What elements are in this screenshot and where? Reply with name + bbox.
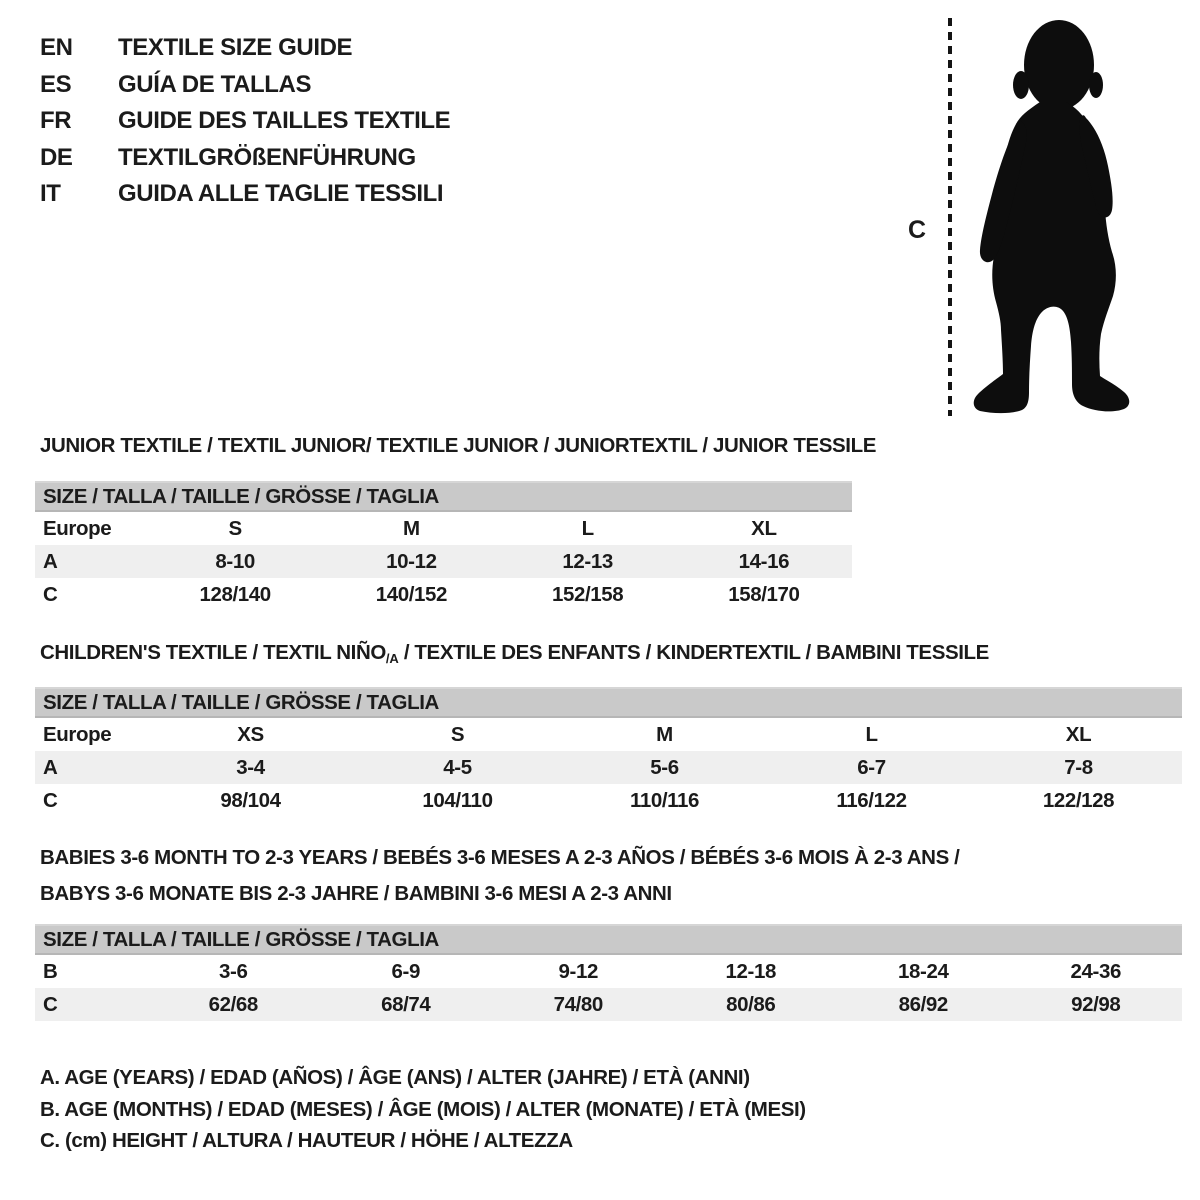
height-cell: 68/74 xyxy=(381,992,431,1016)
height-cell: 116/122 xyxy=(836,788,907,812)
language-row xyxy=(40,176,450,213)
language-row xyxy=(40,30,450,67)
size-cell: XS xyxy=(237,722,264,746)
age-cell: 24-36 xyxy=(1070,959,1121,983)
height-cell: 110/116 xyxy=(629,788,700,812)
babies-section-title-line2: BABYS 3-6 MONATE BIS 2-3 JAHRE / BAMBINI 3-6 MESI A 2-3 ANNI xyxy=(40,882,672,905)
legend xyxy=(40,1062,806,1157)
table-row xyxy=(35,578,852,611)
guide-title: TEXTILGRÖßENFÜHRUNG xyxy=(118,143,416,171)
height-cell: 80/86 xyxy=(726,992,776,1016)
language-row xyxy=(40,140,450,177)
age-cell: 6-9 xyxy=(391,959,420,983)
babies-section-title-line1: BABIES 3-6 MONTH TO 2-3 YEARS / BEBÉS 3-6 MESES A 2-3 AÑOS / BÉBÉS 3-6 MOIS À 2-3 ANS / xyxy=(40,846,960,869)
legend-line-b: B. AGE (MONTHS) / EDAD (MESES) / ÂGE (MOIS) / ALTER (MONATE) / ETÀ (MESI) xyxy=(40,1097,806,1121)
height-cell: 128/140 xyxy=(199,582,271,606)
size-cell: M xyxy=(403,516,420,540)
language-code: EN xyxy=(40,34,73,61)
size-cell: L xyxy=(581,516,594,540)
age-cell: 10-12 xyxy=(386,549,437,573)
table-row xyxy=(35,545,852,578)
size-cell: L xyxy=(865,722,878,746)
language-code: DE xyxy=(40,143,73,171)
height-cell: 122/128 xyxy=(1042,788,1115,812)
age-cell: 3-4 xyxy=(236,755,265,779)
age-cell: 9-12 xyxy=(558,959,598,983)
language-code: IT xyxy=(40,180,61,207)
size-header-bar: SIZE / TALLA / TAILLE / GRÖSSE / TAGLIA xyxy=(35,687,1182,718)
age-cell: 8-10 xyxy=(215,549,255,573)
guide-title: GUIDA ALLE TAGLIE TESSILI xyxy=(118,180,444,207)
junior-size-table xyxy=(35,481,852,611)
age-cell: 14-16 xyxy=(738,549,790,573)
size-header-bar: SIZE / TALLA / TAILLE / GRÖSSE / TAGLIA xyxy=(35,481,852,512)
size-header-bar: SIZE / TALLA / TAILLE / GRÖSSE / TAGLIA xyxy=(35,924,1182,955)
row-label: Europe xyxy=(43,516,112,540)
age-cell: 5-6 xyxy=(650,755,679,779)
guide-title: GUIDE DES TAILLES TEXTILE xyxy=(118,107,451,134)
height-cell: 158/170 xyxy=(728,582,800,606)
children-title-prefix: CHILDREN'S TEXTILE / TEXTIL NIÑO xyxy=(40,641,386,664)
language-title-list xyxy=(40,30,450,213)
language-row xyxy=(40,67,450,104)
height-measure-label: C xyxy=(908,216,926,244)
age-cell: 7-8 xyxy=(1064,755,1093,779)
table-row xyxy=(35,512,852,545)
height-measure-dashed-line xyxy=(948,18,952,416)
age-cell: 18-24 xyxy=(898,959,949,983)
row-label: A xyxy=(43,549,58,573)
row-label: C xyxy=(43,992,58,1016)
table-row xyxy=(35,988,1182,1021)
height-cell: 152/158 xyxy=(551,582,624,606)
junior-section-title: JUNIOR TEXTILE / TEXTIL JUNIOR/ TEXTILE JUNIOR / JUNIORTEXTIL / JUNIOR TESSILE xyxy=(40,434,876,457)
row-label: C xyxy=(43,788,58,812)
row-label: C xyxy=(43,582,58,606)
age-cell: 12-18 xyxy=(725,959,776,983)
height-cell: 62/68 xyxy=(208,992,258,1016)
children-size-table xyxy=(35,687,1182,817)
guide-title: GUÍA DE TALLAS xyxy=(118,70,312,98)
size-cell: XL xyxy=(751,516,777,540)
height-cell: 104/110 xyxy=(422,788,493,812)
table-row xyxy=(35,955,1182,988)
age-cell: 4-5 xyxy=(443,755,472,779)
height-cell: 86/92 xyxy=(898,992,948,1016)
row-label: Europe xyxy=(43,722,112,746)
height-cell: 74/80 xyxy=(553,992,603,1016)
age-cell: 12-13 xyxy=(562,549,613,573)
legend-line-c: C. (cm) HEIGHT / ALTURA / HAUTEUR / HÖHE / ALTEZZA xyxy=(40,1129,573,1152)
children-section-title xyxy=(40,641,989,666)
table-row xyxy=(35,718,1182,751)
size-cell: M xyxy=(656,722,673,746)
toddler-silhouette-icon xyxy=(968,14,1138,420)
legend-line-a: A. AGE (YEARS) / EDAD (AÑOS) / ÂGE (ANS) / ALTER (JAHRE) / ETÀ (ANNI) xyxy=(40,1066,750,1089)
height-cell: 140/152 xyxy=(375,582,448,606)
size-cell: S xyxy=(450,722,465,746)
babies-size-table xyxy=(35,924,1182,1021)
row-label: A xyxy=(43,755,58,779)
table-row xyxy=(35,751,1182,784)
size-cell: S xyxy=(228,516,242,540)
language-row xyxy=(40,103,450,140)
age-cell: 6-7 xyxy=(857,755,886,779)
guide-title: TEXTILE SIZE GUIDE xyxy=(118,34,353,61)
table-row xyxy=(35,784,1182,817)
size-cell: XL xyxy=(1065,722,1092,746)
row-label: B xyxy=(43,959,58,983)
children-title-subscript: /A xyxy=(385,651,399,666)
language-code: ES xyxy=(40,70,72,98)
height-cell: 98/104 xyxy=(220,788,281,812)
age-cell: 3-6 xyxy=(219,959,248,983)
language-code: FR xyxy=(40,107,72,134)
children-title-suffix: / TEXTILE DES ENFANTS / KINDERTEXTIL / BAMBINI TESSILE xyxy=(398,641,989,664)
height-cell: 92/98 xyxy=(1071,992,1121,1016)
